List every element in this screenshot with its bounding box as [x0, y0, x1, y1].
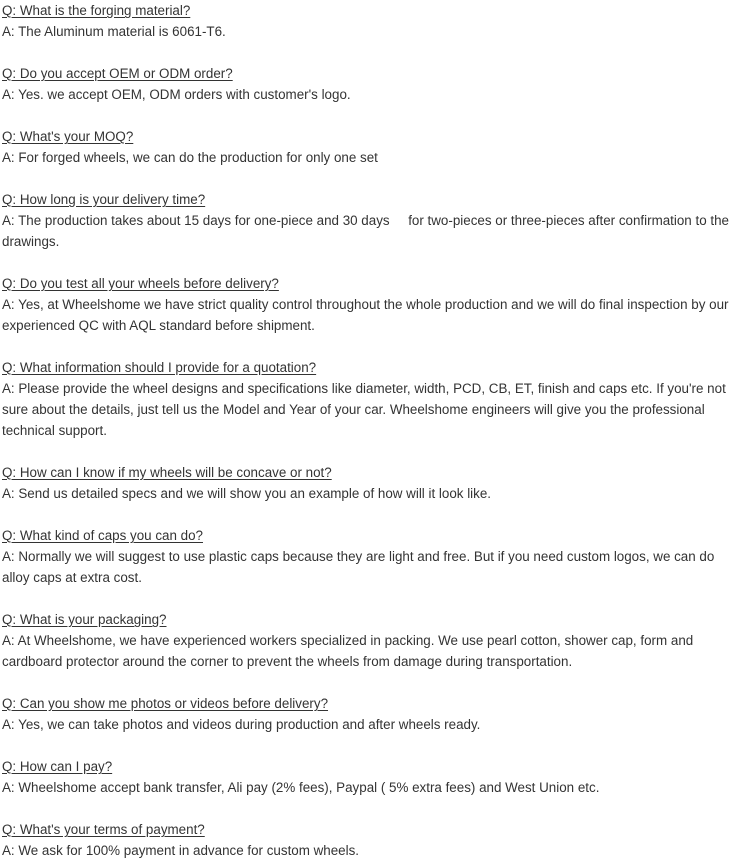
faq-question-link[interactable]: Q: What is the forging material? — [2, 3, 191, 18]
faq-question-link[interactable]: Q: How long is your delivery time? — [2, 192, 206, 207]
faq-answer: A: Yes, we can take photos and videos during production and after wheels ready. — [2, 717, 481, 732]
faq-answer: A: Yes. we accept OEM, ODM orders with customer's logo. — [2, 87, 351, 102]
faq-item — [2, 63, 742, 105]
faq-item — [2, 819, 742, 861]
faq-item — [2, 756, 742, 798]
faq-item — [2, 0, 742, 42]
faq-answer: A: The production takes about 15 days for one-piece and 30 days for two-pieces or three-pieces after confirmation to the drawings. — [2, 213, 733, 249]
faq-item — [2, 357, 742, 441]
faq-item — [2, 525, 742, 588]
faq-question-link[interactable]: Q: How can I know if my wheels will be concave or not? — [2, 465, 332, 480]
faq-question-link[interactable]: Q: What's your MOQ? — [2, 129, 134, 144]
faq-item — [2, 273, 742, 336]
faq-answer: A: Send us detailed specs and we will show you an example of how will it look like. — [2, 486, 492, 501]
faq-question-link[interactable]: Q: Do you accept OEM or ODM order? — [2, 66, 233, 81]
faq-question-link[interactable]: Q: What's your terms of payment? — [2, 822, 205, 837]
faq-answer: A: Yes, at Wheelshome we have strict quality control throughout the whole production and we will do final inspection by our experienced QC with AQL standard before shipment. — [2, 297, 733, 333]
faq-item — [2, 126, 742, 168]
faq-answer: A: Wheelshome accept bank transfer, Ali pay (2% fees), Paypal ( 5% extra fees) and West Union etc. — [2, 780, 600, 795]
faq-answer: A: At Wheelshome, we have experienced workers specialized in packing. We use pearl cotton, shower cap, form and cardboard protector around the corner to prevent the wheels from damage during transportation. — [2, 633, 697, 669]
faq-item — [2, 189, 742, 252]
faq-item — [2, 462, 742, 504]
faq-answer: A: Please provide the wheel designs and specifications like diameter, width, PCD, CB, ET, finish and caps etc. If you're not sure about the details, just tell us the Model and Year of your car. Wheelshome engineers will give you the professional technical support. — [2, 381, 730, 438]
faq-question-link[interactable]: Q: What information should I provide for a quotation? — [2, 360, 317, 375]
faq-question-link[interactable]: Q: Can you show me photos or videos before delivery? — [2, 696, 329, 711]
faq-answer: A: Normally we will suggest to use plastic caps because they are light and free. But if you need custom logos, we can do alloy caps at extra cost. — [2, 549, 719, 585]
faq-item — [2, 693, 742, 735]
faq-question-link[interactable]: Q: Do you test all your wheels before delivery? — [2, 276, 279, 291]
faq-answer: A: For forged wheels, we can do the production for only one set — [2, 150, 378, 165]
faq-answer: A: We ask for 100% payment in advance for custom wheels. — [2, 843, 360, 858]
faq-question-link[interactable]: Q: What kind of caps you can do? — [2, 528, 203, 543]
faq-item — [2, 609, 742, 672]
faq-question-link[interactable]: Q: How can I pay? — [2, 759, 113, 774]
faq-question-link[interactable]: Q: What is your packaging? — [2, 612, 167, 627]
faq-answer: A: The Aluminum material is 6061-T6. — [2, 24, 226, 39]
